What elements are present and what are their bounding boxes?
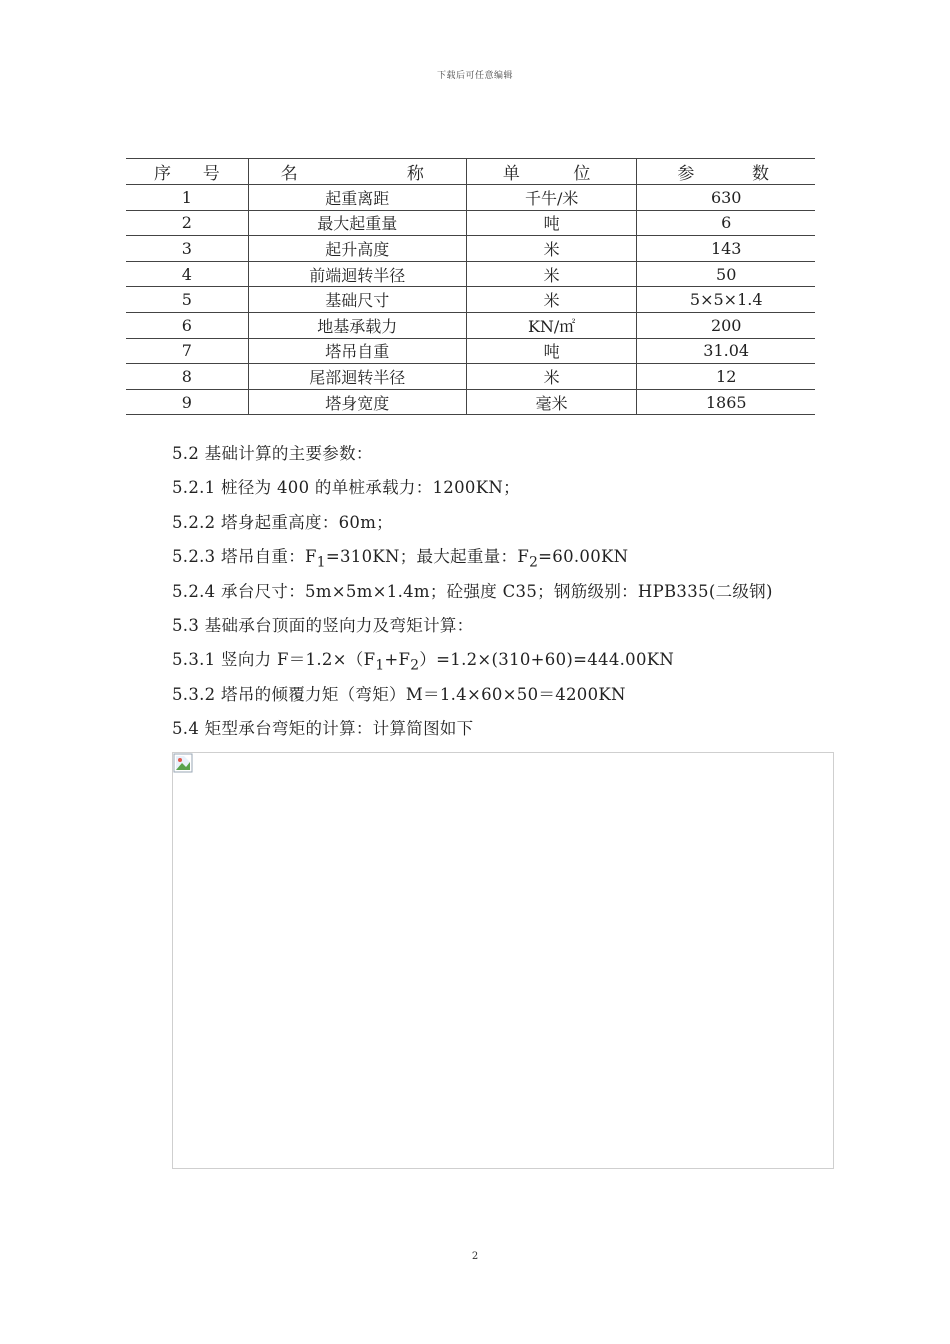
cell-value: 200 (637, 312, 815, 338)
cell-unit: 米 (466, 261, 637, 287)
cell-value: 31.04 (637, 338, 815, 364)
cell-index: 6 (126, 312, 248, 338)
parameter-table (126, 158, 815, 415)
cell-unit: 米 (466, 236, 637, 262)
table-row (126, 261, 815, 287)
column-header-value: 参 数 (637, 159, 815, 185)
table-row (126, 364, 815, 390)
column-header-unit: 单 位 (466, 159, 637, 185)
cell-unit: 毫米 (466, 389, 637, 415)
cell-value: 5×5×1.4 (637, 287, 815, 313)
cell-unit: 吨 (466, 210, 637, 236)
table-row (126, 236, 815, 262)
line-5-2-4: 5.2.4 承台尺寸：5m×5m×1.4m；砼强度 C35；钢筋级别：HPB335(二级钢) (172, 581, 773, 601)
broken-image-icon (173, 753, 193, 773)
cell-name: 地基承载力 (248, 312, 466, 338)
cell-name: 最大起重量 (248, 210, 466, 236)
cell-value: 1865 (637, 389, 815, 415)
table-row (126, 185, 815, 211)
cell-unit: KN/㎡ (466, 312, 637, 338)
table-row (126, 312, 815, 338)
table-row (126, 338, 815, 364)
cell-name: 尾部迴转半径 (248, 364, 466, 390)
cell-name: 塔身宽度 (248, 389, 466, 415)
cell-name: 起升高度 (248, 236, 466, 262)
body-text (172, 437, 832, 747)
cell-name: 前端迴转半径 (248, 261, 466, 287)
cell-index: 9 (126, 389, 248, 415)
table-row (126, 210, 815, 236)
column-header-name: 名 称 (248, 159, 466, 185)
table-row (126, 287, 815, 313)
cell-value: 50 (637, 261, 815, 287)
cell-unit: 米 (466, 364, 637, 390)
cell-value: 143 (637, 236, 815, 262)
cell-value: 6 (637, 210, 815, 236)
cell-index: 2 (126, 210, 248, 236)
cell-name: 基础尺寸 (248, 287, 466, 313)
cell-index: 1 (126, 185, 248, 211)
header-note: 下载后可任意编辑 (436, 71, 513, 81)
cell-value: 630 (637, 185, 815, 211)
line-5-2-2: 5.2.2 塔身起重高度：60m； (172, 512, 393, 532)
column-header-index: 序 号 (126, 159, 248, 185)
cell-name: 起重离距 (248, 185, 466, 211)
line-5-3-2: 5.3.2 塔吊的倾覆力矩（弯矩）M＝1.4×60×50＝4200KN (172, 684, 626, 704)
table-row (126, 389, 815, 415)
cell-index: 4 (126, 261, 248, 287)
cell-index: 5 (126, 287, 248, 313)
cell-unit: 千牛/米 (466, 185, 637, 211)
section-5-3-heading: 5.3 基础承台顶面的竖向力及弯矩计算： (172, 615, 474, 635)
diagram-image-placeholder (172, 752, 834, 1169)
cell-name: 塔吊自重 (248, 338, 466, 364)
cell-unit: 吨 (466, 338, 637, 364)
cell-index: 8 (126, 364, 248, 390)
page-number: 2 (471, 1251, 479, 1262)
cell-unit: 米 (466, 287, 637, 313)
line-5-3-1: 5.3.1 竖向力 $F=1.2\times(F_1+F_2)=1.2\times(310+60)=444.00KN$ (172, 650, 675, 674)
cell-index: 7 (126, 338, 248, 364)
table-header-row (126, 159, 815, 185)
section-5-2-heading: 5.2 基础计算的主要参数： (172, 444, 373, 463)
line-5-2-1: 5.2.1 桩径为 400 的单桩承载力：1200KN； (172, 478, 520, 498)
cell-index: 3 (126, 236, 248, 262)
cell-value: 12 (637, 364, 815, 390)
line-5-2-3: 5.2.3 塔吊自重：$F_1=310KN$；最大起重量：$F_2=60.00KN$ (172, 547, 629, 571)
section-5-4-heading: 5.4 矩型承台弯矩的计算：计算简图如下 (172, 719, 474, 739)
